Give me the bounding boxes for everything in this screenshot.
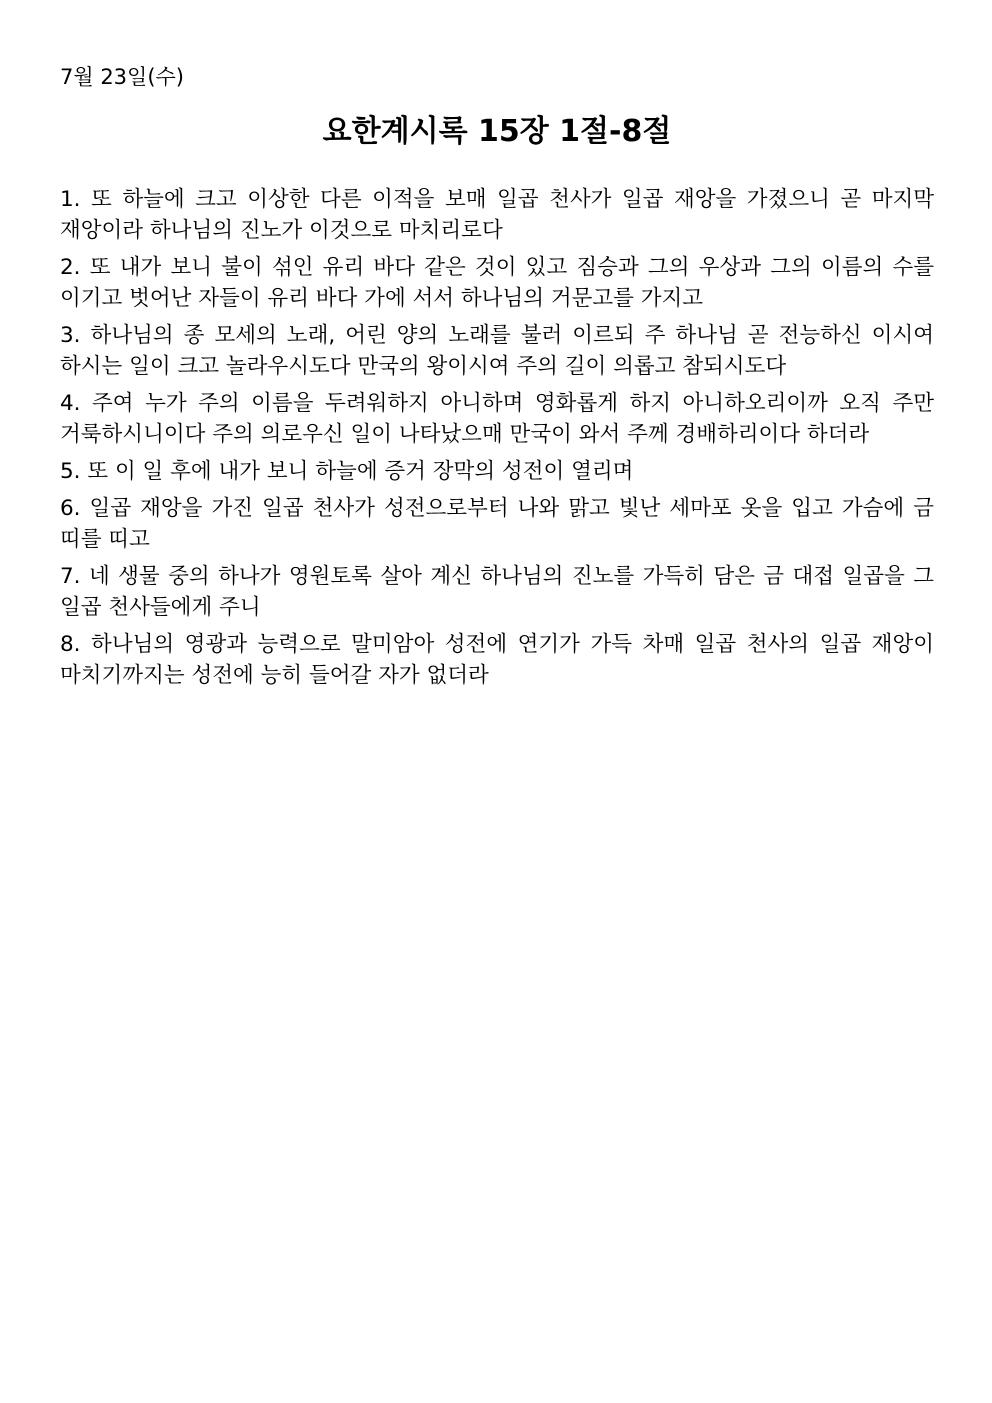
verse-5: 5. 또 이 일 후에 내가 보니 하늘에 증거 장막의 성전이 열리며 — [60, 459, 634, 484]
verse-list — [60, 184, 934, 691]
document-date: 7월 23일(수) — [60, 65, 185, 89]
verse-8: 8. 하나님의 영광과 능력으로 말미암아 성전에 연기가 가득 차매 일곱 천사의 일곱 재앙이 마치기까지는 성전에 능히 들어갈 자가 없더라 — [60, 632, 934, 688]
document-title: 요한계시록 15장 1절-8절 — [322, 114, 672, 149]
verse-2: 2. 또 내가 보니 불이 섞인 유리 바다 같은 것이 있고 짐승과 그의 우상과 그의 이름의 수를 이기고 벗어난 자들이 유리 바다 가에 서서 하나님의 거문고를 가지고 — [60, 255, 934, 311]
verse-6: 6. 일곱 재앙을 가진 일곱 천사가 성전으로부터 나와 맑고 빛난 세마포 옷을 입고 가슴에 금 띠를 띠고 — [60, 496, 934, 552]
verse-7: 7. 네 생물 중의 하나가 영원토록 살아 계신 하나님의 진노를 가득히 담은 금 대접 일곱을 그 일곱 천사들에게 주니 — [60, 564, 934, 620]
verse-1: 1. 또 하늘에 크고 이상한 다른 이적을 보매 일곱 천사가 일곱 재앙을 가졌으니 곧 마지막 재앙이라 하나님의 진노가 이것으로 마치리로다 — [60, 187, 934, 243]
verse-3: 3. 하나님의 종 모세의 노래, 어린 양의 노래를 불러 이르되 주 하나님 곧 전능하신 이시여 하시는 일이 크고 놀라우시도다 만국의 왕이시여 주의 길이 의롭고 참되시도다 — [60, 323, 934, 379]
verse-4: 4. 주여 누가 주의 이름을 두려워하지 아니하며 영화롭게 하지 아니하오리이까 오직 주만 거룩하시니이다 주의 의로우신 일이 나타났으매 만국이 와서 주께 경배하리이다 하더라 — [60, 391, 934, 447]
